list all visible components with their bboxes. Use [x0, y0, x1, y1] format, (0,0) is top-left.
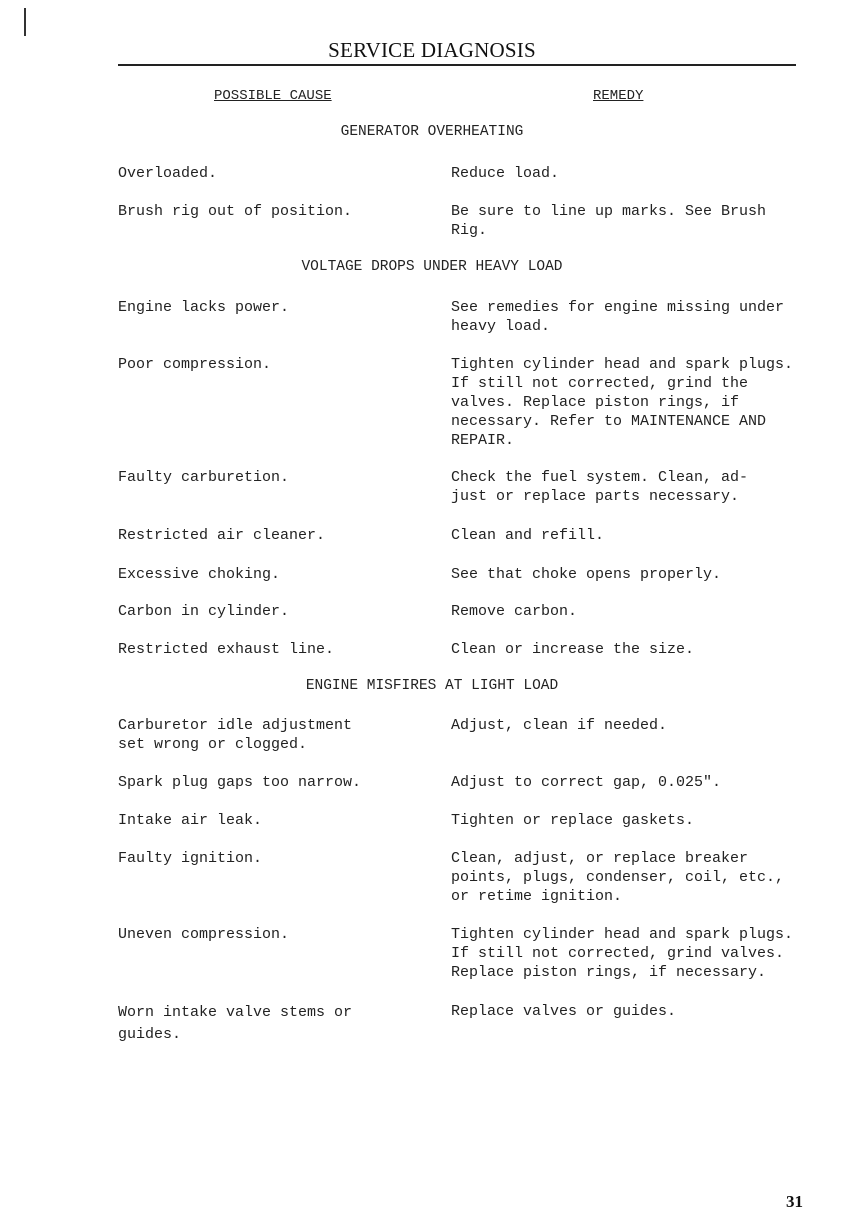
remedy-text: Tighten cylinder head and spark plugs. If still not corrected, grind the valves. Replace piston rings, if necessary. Refer to MAINTENANCE AND REPAIR. [451, 356, 794, 449]
column-header-remedy: REMEDY [593, 88, 644, 104]
page-title: SERVICE DIAGNOSIS [328, 38, 536, 62]
cause-text: Intake air leak. [118, 812, 263, 829]
remedy-text: Tighten or replace gaskets. [451, 812, 695, 829]
remedy-text: Clean and refill. [451, 527, 605, 544]
cause-text: Excessive choking. [118, 566, 281, 583]
scan-edge-mark [24, 8, 26, 36]
cause-text: Faulty ignition. [118, 850, 263, 867]
page-number: 31 [786, 1192, 803, 1211]
remedy-text: Clean or increase the size. [451, 641, 695, 658]
cause-text: Carbon in cylinder. [118, 603, 290, 620]
section-heading-voltage-drops: VOLTAGE DROPS UNDER HEAVY LOAD [301, 259, 563, 275]
title-rule [118, 64, 796, 66]
remedy-text: Check the fuel system. Clean, ad- just or replace parts necessary. [451, 469, 749, 505]
section-heading-generator-overheating: GENERATOR OVERHEATING [340, 124, 524, 140]
column-header-possible-cause: POSSIBLE CAUSE [214, 88, 332, 104]
section-heading-engine-misfires: ENGINE MISFIRES AT LIGHT LOAD [305, 678, 559, 694]
remedy-text: Adjust, clean if needed. [451, 717, 668, 734]
cause-text: Restricted air cleaner. [118, 527, 326, 544]
remedy-text: See remedies for engine missing under heavy load. [451, 299, 785, 335]
remedy-text: Replace valves or guides. [451, 1003, 677, 1020]
cause-text: Restricted exhaust line. [118, 641, 335, 658]
cause-text: Poor compression. [118, 356, 272, 373]
cause-text: Engine lacks power. [118, 299, 290, 316]
cause-text: Faulty carburetion. [118, 469, 290, 486]
remedy-text: Be sure to line up marks. See Brush Rig. [451, 203, 767, 239]
cause-text: Carburetor idle adjustment set wrong or clogged. [118, 717, 353, 753]
remedy-text: Adjust to correct gap, 0.025". [451, 774, 722, 791]
remedy-text: Remove carbon. [451, 603, 578, 620]
cause-text: Spark plug gaps too narrow. [118, 774, 362, 791]
cause-text: Worn intake valve stems or guides. [118, 1004, 353, 1043]
remedy-text: Reduce load. [451, 165, 560, 182]
cause-text: Uneven compression. [118, 926, 290, 943]
remedy-text: Clean, adjust, or replace breaker points, plugs, condenser, coil, etc., or retime ignition. [451, 850, 785, 905]
remedy-text: See that choke opens properly. [451, 566, 722, 583]
cause-text: Brush rig out of position. [118, 203, 353, 220]
cause-text: Overloaded. [118, 165, 218, 182]
remedy-text: Tighten cylinder head and spark plugs. If still not corrected, grind valves. Replace piston rings, if necessary. [451, 926, 794, 981]
